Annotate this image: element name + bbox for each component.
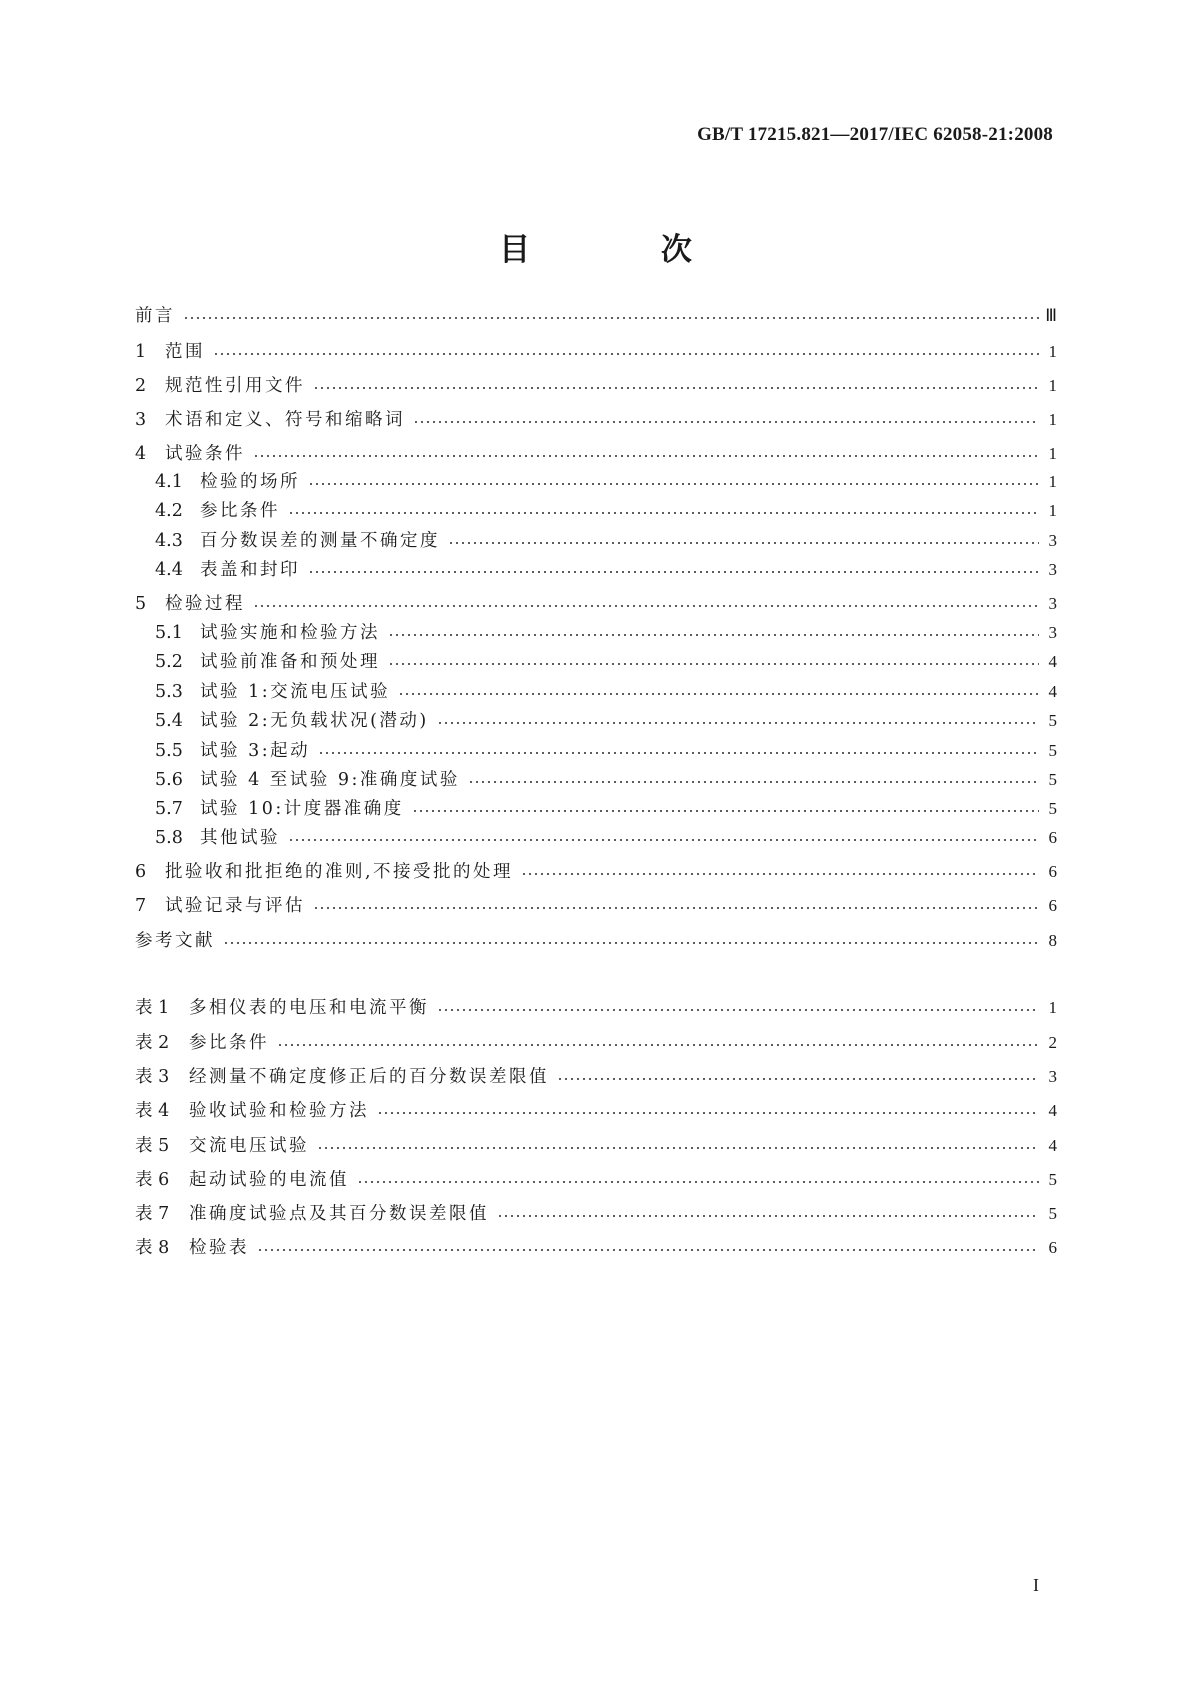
entry-title: 检验的场所 — [200, 472, 300, 492]
entry-number: 5.3 — [155, 682, 183, 702]
entry-title: 试验 1:交流电压试验 — [200, 682, 391, 702]
entry-number: 5.2 — [155, 652, 183, 672]
dot-leader — [413, 421, 1039, 423]
toc-entry[interactable] — [155, 736, 1057, 766]
entry-page-number: 5 — [1048, 741, 1057, 760]
entry-title: 试验 10:计度器准确度 — [200, 799, 404, 819]
entry-page-number: 5 — [1048, 1170, 1057, 1189]
toc-entry[interactable] — [135, 301, 1057, 331]
entry-page-number: 1 — [1048, 342, 1057, 361]
dot-leader — [313, 387, 1039, 389]
dot-leader — [437, 1009, 1039, 1011]
dot-leader — [521, 873, 1039, 875]
entry-number: 7 — [135, 896, 147, 916]
page-title: 目 次 — [499, 232, 752, 268]
entry-title: 试验 3:起动 — [200, 741, 311, 761]
entry-page-number: 1 — [1048, 998, 1057, 1017]
entry-page-number: 5 — [1048, 799, 1057, 818]
entry-title: 参比条件 — [189, 1033, 269, 1053]
entry-title: 术语和定义、符号和缩略词 — [165, 410, 405, 430]
dot-leader — [437, 722, 1039, 724]
entry-title: 其他试验 — [200, 828, 280, 848]
entry-page-number: Ⅲ — [1045, 306, 1057, 325]
dot-leader — [357, 1181, 1039, 1183]
entry-number: 表 1 — [135, 998, 170, 1018]
toc-entry[interactable] — [135, 891, 1057, 921]
dot-leader — [223, 942, 1039, 944]
dot-leader — [277, 1044, 1039, 1046]
entry-title: 规范性引用文件 — [165, 376, 305, 396]
toc-entry[interactable] — [155, 618, 1057, 648]
toc-entry[interactable] — [135, 589, 1057, 619]
toc-entry[interactable] — [135, 926, 1057, 956]
table-list-entry[interactable] — [135, 1028, 1057, 1058]
entry-number: 4.3 — [155, 531, 183, 551]
table-list-entry[interactable] — [135, 1199, 1057, 1229]
toc-entry[interactable] — [155, 677, 1057, 707]
toc-entry[interactable] — [135, 857, 1057, 887]
toc-entry[interactable] — [135, 439, 1057, 469]
entry-number: 表 2 — [135, 1033, 170, 1053]
toc-entry[interactable] — [155, 823, 1057, 853]
entry-number: 表 5 — [135, 1136, 170, 1156]
entry-title: 准确度试验点及其百分数误差限值 — [189, 1204, 489, 1224]
entry-page-number: 6 — [1048, 1238, 1057, 1257]
entry-number: 5.5 — [155, 741, 183, 761]
entry-number: 表 3 — [135, 1067, 170, 1087]
entry-title: 参考文献 — [135, 931, 215, 951]
entry-page-number: 4 — [1048, 682, 1057, 701]
entry-page-number: 3 — [1048, 560, 1057, 579]
standard-code: GB/T 17215.821—2017/IEC 62058-21:2008 — [697, 124, 1053, 145]
dot-leader — [388, 634, 1039, 636]
table-list-entry[interactable] — [135, 993, 1057, 1023]
entry-number: 表 7 — [135, 1204, 170, 1224]
table-list-entry[interactable] — [135, 1165, 1057, 1195]
entry-page-number: 1 — [1048, 501, 1057, 520]
entry-number: 4.2 — [155, 501, 183, 521]
entry-title: 多相仪表的电压和电流平衡 — [189, 998, 429, 1018]
entry-title: 试验前准备和预处理 — [200, 652, 380, 672]
table-list-entry[interactable] — [135, 1131, 1057, 1161]
dot-leader — [448, 542, 1039, 544]
entry-page-number: 1 — [1048, 410, 1057, 429]
entry-page-number: 6 — [1048, 896, 1057, 915]
entry-page-number: 4 — [1048, 1136, 1057, 1155]
entry-page-number: 3 — [1048, 594, 1057, 613]
dot-leader — [253, 455, 1039, 457]
dot-leader — [318, 752, 1039, 754]
toc-entry[interactable] — [155, 706, 1057, 736]
dot-leader — [288, 839, 1039, 841]
entry-number: 5 — [135, 594, 147, 614]
entry-title: 试验记录与评估 — [165, 896, 305, 916]
toc-entry[interactable] — [155, 765, 1057, 795]
toc-entry[interactable] — [155, 526, 1057, 556]
dot-leader — [257, 1249, 1039, 1251]
entry-title: 起动试验的电流值 — [189, 1170, 349, 1190]
dot-leader — [557, 1078, 1039, 1080]
entry-number: 1 — [135, 342, 147, 362]
entry-title: 试验实施和检验方法 — [200, 623, 380, 643]
entry-page-number: 8 — [1048, 931, 1057, 950]
entry-number: 表 4 — [135, 1101, 170, 1121]
entry-page-number: 3 — [1048, 1067, 1057, 1086]
dot-leader — [497, 1215, 1039, 1217]
entry-page-number: 6 — [1048, 862, 1057, 881]
entry-number: 2 — [135, 376, 147, 396]
entry-title: 批验收和批拒绝的准则,不接受批的处理 — [165, 862, 514, 882]
entry-page-number: 2 — [1048, 1033, 1057, 1052]
toc-entry[interactable] — [135, 405, 1057, 435]
table-list-entry[interactable] — [135, 1233, 1057, 1263]
entry-number: 5.8 — [155, 828, 183, 848]
dot-leader — [388, 663, 1039, 665]
entry-page-number: 1 — [1048, 472, 1057, 491]
table-list-entry[interactable] — [135, 1096, 1057, 1126]
entry-number: 3 — [135, 410, 147, 430]
entry-page-number: 4 — [1048, 1101, 1057, 1120]
dot-leader — [213, 353, 1039, 355]
entry-page-number: 3 — [1048, 623, 1057, 642]
dot-leader — [468, 781, 1039, 783]
toc-entry[interactable] — [155, 467, 1057, 497]
entry-title: 范围 — [165, 342, 205, 362]
entry-number: 6 — [135, 862, 147, 882]
entry-title: 表盖和封印 — [200, 560, 300, 580]
entry-title: 检验表 — [189, 1238, 249, 1258]
toc-entry[interactable] — [135, 337, 1057, 367]
entry-title: 试验条件 — [165, 444, 245, 464]
dot-leader — [317, 1147, 1039, 1149]
entry-page-number: 5 — [1048, 1204, 1057, 1223]
table-list-entry[interactable] — [135, 1062, 1057, 1092]
entry-title: 试验 4 至试验 9:准确度试验 — [200, 770, 460, 790]
entry-page-number: 6 — [1048, 828, 1057, 847]
entry-number: 5.1 — [155, 623, 183, 643]
toc-entry[interactable] — [135, 371, 1057, 401]
page-number: I — [1033, 1575, 1039, 1595]
entry-title: 检验过程 — [165, 594, 245, 614]
dot-leader — [253, 605, 1039, 607]
dot-leader — [313, 907, 1039, 909]
dot-leader — [412, 810, 1039, 812]
entry-page-number: 4 — [1048, 652, 1057, 671]
toc-entry[interactable] — [155, 647, 1057, 677]
entry-title: 前言 — [135, 306, 175, 326]
entry-page-number: 5 — [1048, 711, 1057, 730]
dot-leader — [183, 317, 1039, 319]
entry-number: 4.1 — [155, 472, 183, 492]
dot-leader — [377, 1112, 1039, 1114]
entry-title: 验收试验和检验方法 — [189, 1101, 369, 1121]
entry-number: 表 8 — [135, 1238, 170, 1258]
entry-number: 5.6 — [155, 770, 183, 790]
toc-entry[interactable] — [155, 555, 1057, 585]
entry-page-number: 5 — [1048, 770, 1057, 789]
toc-entry[interactable] — [155, 794, 1057, 824]
entry-page-number: 1 — [1048, 376, 1057, 395]
dot-leader — [288, 512, 1039, 514]
entry-title: 参比条件 — [200, 501, 280, 521]
entry-title: 试验 2:无负载状况(潜动) — [200, 711, 429, 731]
dot-leader — [308, 483, 1039, 485]
entry-title: 交流电压试验 — [189, 1136, 309, 1156]
entry-number: 5.4 — [155, 711, 183, 731]
entry-number: 4 — [135, 444, 147, 464]
entry-title: 经测量不确定度修正后的百分数误差限值 — [189, 1067, 549, 1087]
dot-leader — [308, 571, 1039, 573]
dot-leader — [398, 693, 1039, 695]
entry-title: 百分数误差的测量不确定度 — [200, 531, 440, 551]
entry-number: 表 6 — [135, 1170, 170, 1190]
entry-number: 4.4 — [155, 560, 183, 580]
entry-page-number: 1 — [1048, 444, 1057, 463]
entry-page-number: 3 — [1048, 531, 1057, 550]
toc-entry[interactable] — [155, 496, 1057, 526]
entry-number: 5.7 — [155, 799, 183, 819]
